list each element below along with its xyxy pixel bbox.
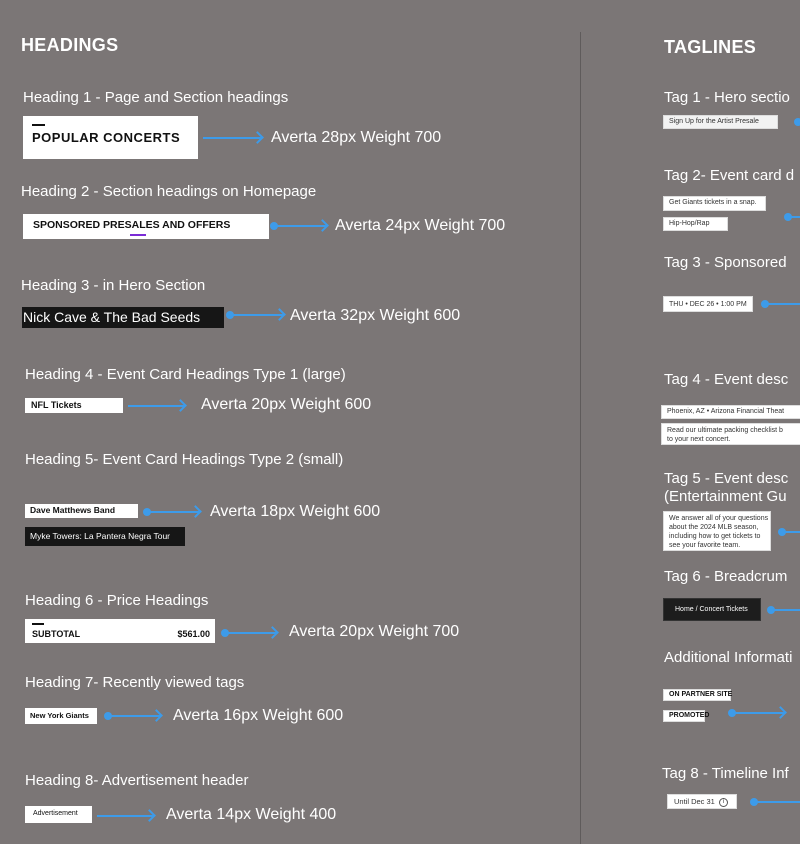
heading-3-sample: Nick Cave & The Bad Seeds — [22, 307, 224, 328]
heading-3-arrow — [229, 314, 283, 316]
tag-8-label: Tag 8 - Timeline Inf — [662, 765, 789, 782]
tag-5-chip — [663, 511, 771, 551]
heading-1-sample — [23, 116, 198, 159]
heading-7-spec: Averta 16px Weight 600 — [173, 707, 344, 724]
tag-4-chip-2-line-2: to your next concert. — [667, 436, 731, 443]
heading-3-label: Heading 3 - in Hero Section — [21, 277, 206, 294]
tag-3-label: Tag 3 - Sponsored — [664, 254, 787, 271]
heading-2-accent-underline — [130, 234, 146, 236]
tag-5-chip-line-3: including how to get tickets to — [669, 533, 761, 540]
heading-5-sample: Dave Matthews Band — [25, 504, 138, 518]
additional-chip-promoted: PROMOTED — [663, 710, 705, 722]
heading-1-arrow — [203, 137, 261, 139]
heading-7-label: Heading 7- Recently viewed tags — [25, 674, 245, 691]
tag-6-arrow — [770, 609, 800, 611]
heading-6-arrow — [224, 632, 276, 634]
heading-5-label: Heading 5- Event Card Headings Type 2 (small) — [25, 451, 344, 468]
additional-arrow — [731, 712, 784, 714]
tag-5-label: Tag 5 - Event desc — [664, 470, 789, 487]
heading-6-spec: Averta 20px Weight 700 — [289, 623, 460, 640]
heading-4-spec: Averta 20px Weight 600 — [201, 396, 372, 413]
heading-2-arrow — [273, 225, 326, 227]
tag-5-chip-line-2: about the 2024 MLB season, — [669, 524, 759, 531]
heading-8-spec: Averta 14px Weight 400 — [166, 806, 337, 823]
tag-5-chip-line-1: We answer all of your questions — [669, 515, 769, 522]
heading-6-label: Heading 6 - Price Headings — [25, 592, 209, 609]
additional-chip-partner: ON PARTNER SITE — [663, 689, 731, 701]
heading-7-arrow — [107, 715, 160, 717]
tag-2-chip-1: Get Giants tickets in a snap. — [663, 196, 766, 211]
tag-6-label: Tag 6 - Breadcrum — [664, 568, 788, 585]
heading-6-price: $561.00 — [177, 629, 210, 639]
headings-title: HEADINGS — [21, 35, 119, 55]
tag-4-label: Tag 4 - Event desc — [664, 371, 789, 388]
info-icon: i — [719, 798, 728, 807]
heading-1-accent-bar — [32, 124, 45, 126]
tag-8-chip — [667, 794, 737, 809]
heading-6-sample — [25, 619, 215, 643]
column-divider — [580, 32, 581, 844]
tag-8-arrow — [753, 801, 800, 803]
heading-3-spec: Averta 32px Weight 600 — [290, 307, 461, 324]
heading-1-sample-text: POPULAR CONCERTS — [32, 130, 181, 145]
heading-4-label: Heading 4 - Event Card Headings Type 1 (large) — [25, 366, 346, 383]
heading-8-label: Heading 8- Advertisement header — [25, 772, 249, 789]
tag-6-chip: Home / Concert Tickets — [663, 598, 761, 621]
taglines-title: TAGLINES — [664, 37, 757, 57]
additional-info-label: Additional Informati — [664, 649, 793, 666]
tag-1-chip: Sign Up for the Artist Presale — [663, 115, 778, 129]
tag-1-label: Tag 1 - Hero sectio — [664, 89, 790, 106]
heading-4-sample: NFL Tickets — [25, 398, 123, 413]
heading-2-sample — [23, 214, 269, 239]
tag-2-label: Tag 2- Event card d — [664, 167, 795, 184]
heading-2-spec: Averta 24px Weight 700 — [335, 217, 506, 234]
heading-4-arrow — [128, 405, 184, 407]
heading-5-arrow — [146, 511, 199, 513]
tag-3-chip: THU • DEC 26 • 1:00 PM — [663, 296, 753, 312]
heading-2-label: Heading 2 - Section headings on Homepage — [21, 183, 317, 200]
tag-5-chip-line-4: see your favorite team. — [669, 542, 741, 549]
heading-6-subtotal: SUBTOTAL — [32, 629, 81, 639]
tag-3-arrow — [764, 303, 800, 305]
tag-4-chip-2-line-1: Read our ultimate packing checklist b — [667, 427, 783, 434]
tag-2-arrow — [787, 216, 800, 218]
heading-5-sample-dark: Myke Towers: La Pantera Negra Tour — [25, 527, 185, 546]
heading-6-accent-bar — [32, 623, 44, 625]
heading-5-spec: Averta 18px Weight 600 — [210, 503, 381, 520]
heading-8-sample: Advertisement — [25, 806, 92, 823]
tag-8-chip-text: Until Dec 31 — [674, 797, 715, 806]
tag-4-chip-2 — [661, 423, 800, 445]
heading-8-arrow — [97, 815, 153, 817]
heading-1-spec: Averta 28px Weight 700 — [271, 129, 442, 146]
heading-7-sample: New York Giants — [25, 708, 97, 724]
tag-2-chip-2: Hip-Hop/Rap — [663, 217, 728, 231]
heading-1-label: Heading 1 - Page and Section headings — [23, 89, 289, 106]
tag-5-label-2: (Entertainment Gu — [664, 488, 787, 505]
heading-2-sample-text: SPONSORED PRESALES AND OFFERS — [33, 219, 231, 231]
tag-5-arrow — [781, 531, 800, 533]
tag-4-chip-1: Phoenix, AZ • Arizona Financial Theat — [661, 405, 800, 419]
